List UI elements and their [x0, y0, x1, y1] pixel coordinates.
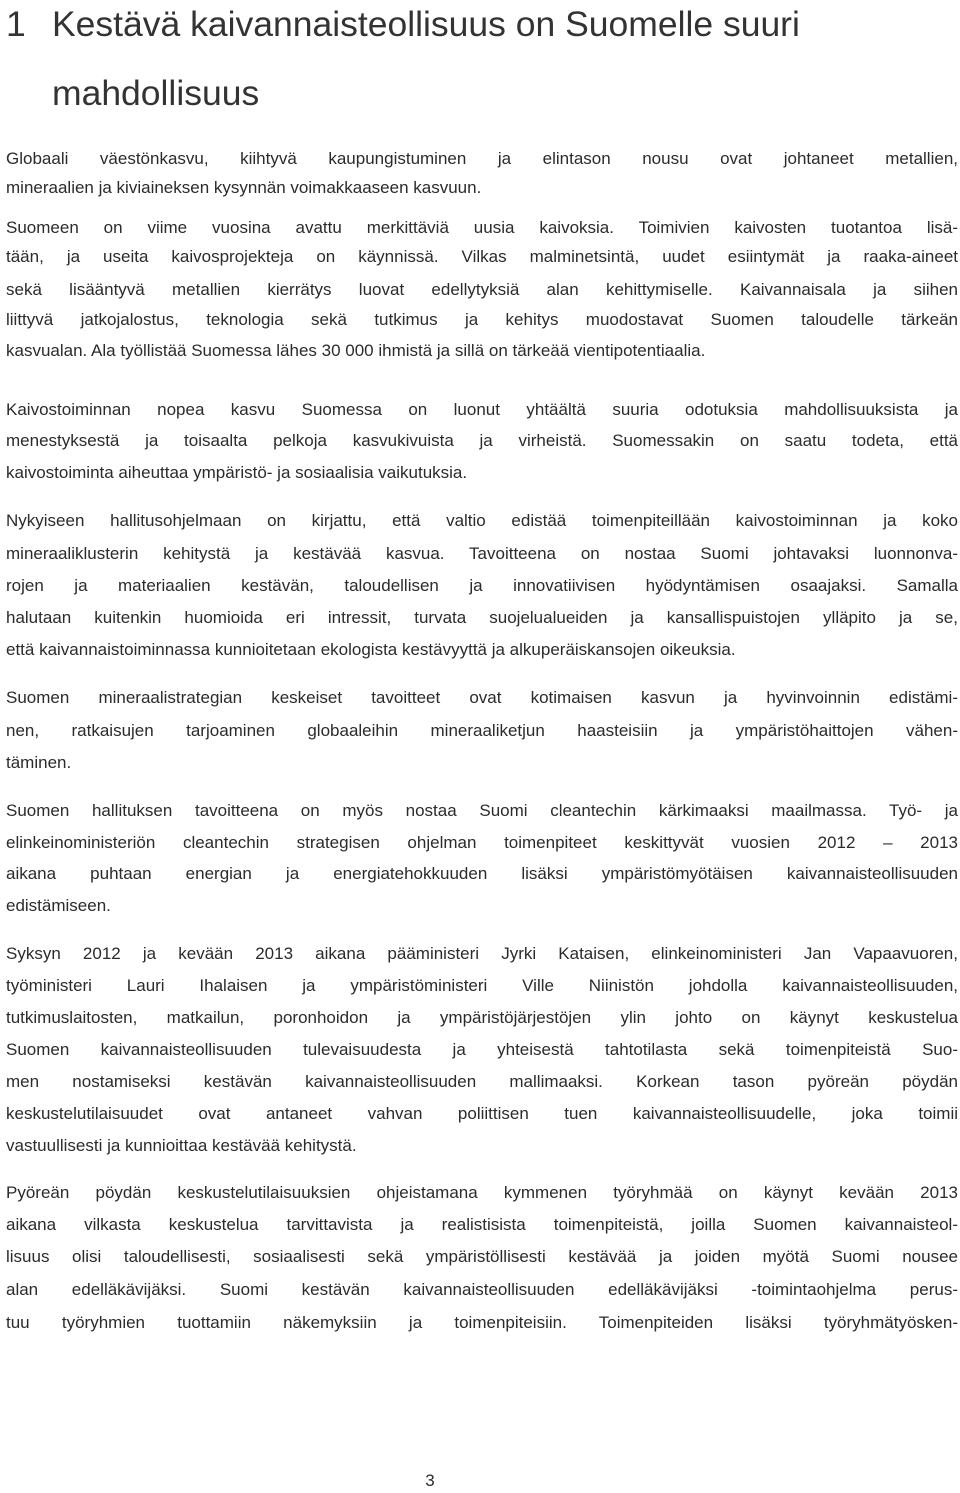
paragraph-line: nen, ratkaisujen tarjoaminen globaaleihin mineraaliketjun haasteisiin ja ympäristöhaittojen vähen-: [6, 721, 958, 740]
paragraph-line: Nykyiseen hallitusohjelmaan on kirjattu, että valtio edistää toimenpiteillään kaivostoiminnan ja koko: [6, 511, 958, 530]
paragraph-line: Pyöreän pöydän keskustelutilaisuuksien ohjeistamana kymmenen työryhmää on käynyt kevään 2013: [6, 1183, 958, 1202]
paragraph-line: elinkeinoministeriön cleantechin strategisen ohjelman toimenpiteet keskittyvät vuosien 2012 – 2013: [6, 833, 958, 852]
paragraph-line: alan edelläkävijäksi. Suomi kestävän kaivannaisteollisuuden edelläkävijäksi -toimintaohjelma perus-: [6, 1280, 958, 1299]
chapter-title-line-1: Kestävä kaivannaisteollisuus on Suomelle suuri: [52, 4, 800, 44]
paragraph-line: Kaivostoiminnan nopea kasvu Suomessa on luonut yhtäältä suuria odotuksia mahdollisuuksista ja: [6, 400, 958, 419]
paragraph-line: mineraalien ja kiviaineksen kysynnän voimakkaaseen kasvuun.: [6, 178, 482, 197]
paragraph-line: Suomen mineraalistrategian keskeiset tavoitteet ovat kotimaisen kasvun ja hyvinvoinnin edistämi-: [6, 688, 958, 707]
page-number: 3: [425, 1471, 435, 1490]
paragraph-line: tutkimuslaitosten, matkailun, poronhoidon ja ympäristöjärjestöjen ylin johto on käynyt keskustelua: [6, 1008, 958, 1027]
paragraph-line: Suomen kaivannaisteollisuuden tulevaisuudesta ja yhteisestä tahtotilasta sekä toimenpiteistä Suo-: [6, 1040, 958, 1059]
paragraph-line: menestyksestä ja toisaalta pelkoja kasvukivuista ja virheistä. Suomessakin on saatu todeta, että: [6, 431, 958, 450]
paragraph-line: täminen.: [6, 753, 72, 772]
chapter-title-line-2: mahdollisuus: [52, 73, 260, 113]
paragraph-line: kasvualan. Ala työllistää Suomessa lähes 30 000 ihmistä ja sillä on tärkeää vientipotentiaalia.: [6, 341, 706, 360]
chapter-number: 1: [6, 4, 26, 44]
paragraph-line: keskustelutilaisuudet ovat antaneet vahvan poliittisen tuen kaivannaisteollisuudelle, joka toimii: [6, 1104, 958, 1123]
paragraph-line: Globaali väestönkasvu, kiihtyvä kaupungistuminen ja elintason nousu ovat johtaneet metallien,: [6, 149, 958, 168]
paragraph-line: rojen ja materiaalien kestävän, taloudellisen ja innovatiivisen hyödyntämisen osaajaksi. Samalla: [6, 576, 958, 595]
paragraph-line: liittyvä jatkojalostus, teknologia sekä tutkimus ja kehitys muodostavat Suomen taloudelle tärkeän: [6, 310, 958, 329]
paragraph-line: edistämiseen.: [6, 896, 111, 915]
paragraph-line: että kaivannaistoiminnassa kunnioitetaan ekologista kestävyyttä ja alkuperäiskansojen oikeuksia.: [6, 640, 736, 659]
paragraph-line: tuu työryhmien tuottamiin näkemyksiin ja toimenpiteisiin. Toimenpiteiden lisäksi työryhmätyösken-: [6, 1313, 958, 1332]
paragraph-line: aikana vilkasta keskustelua tarvittavista ja realistisista toimenpiteistä, joilla Suomen kaivannaisteol-: [6, 1215, 958, 1234]
paragraph-line: työministeri Lauri Ihalaisen ja ympäristöministeri Ville Niinistön johdolla kaivannaisteollisuuden,: [6, 976, 958, 995]
paragraph-line: mineraaliklusterin kehitystä ja kestävää kasvua. Tavoitteena on nostaa Suomi johtavaksi luonnonva-: [6, 544, 958, 563]
paragraph-line: tään, ja useita kaivosprojekteja on käynnissä. Vilkas malminetsintä, uudet esiintymät ja raaka-aineet: [6, 247, 958, 266]
paragraph-line: Suomeen on viime vuosina avattu merkittäviä uusia kaivoksia. Toimivien kaivosten tuotantoa lisä-: [6, 218, 958, 237]
paragraph-line: Syksyn 2012 ja kevään 2013 aikana pääministeri Jyrki Kataisen, elinkeinoministeri Jan Vapaavuoren,: [6, 944, 958, 963]
paragraph-line: sekä lisääntyvä metallien kierrätys luovat edellytyksiä alan kehittymiselle. Kaivannaisala ja siihen: [6, 280, 958, 299]
paragraph-line: lisuus olisi taloudellisesti, sosiaalisesti sekä ympäristöllisesti kestävää ja joiden myötä Suomi nousee: [6, 1247, 958, 1266]
paragraph-line: men nostamiseksi kestävän kaivannaisteollisuuden mallimaaksi. Korkean tason pyöreän pöydän: [6, 1072, 958, 1091]
paragraph-line: halutaan kuitenkin huomioida eri intressit, turvata suojelualueiden ja kansallispuistojen ylläpito ja se,: [6, 608, 958, 627]
paragraph-line: aikana puhtaan energian ja energiatehokkuuden lisäksi ympäristömyötäisen kaivannaisteollisuuden: [6, 864, 958, 883]
paragraph-line: vastuullisesti ja kunnioittaa kestävää kehitystä.: [6, 1136, 357, 1155]
paragraph-line: Suomen hallituksen tavoitteena on myös nostaa Suomi cleantechin kärkimaaksi maailmassa. Työ- ja: [6, 801, 958, 820]
paragraph-line: kaivostoiminta aiheuttaa ympäristö- ja sosiaalisia vaikutuksia.: [6, 463, 468, 482]
